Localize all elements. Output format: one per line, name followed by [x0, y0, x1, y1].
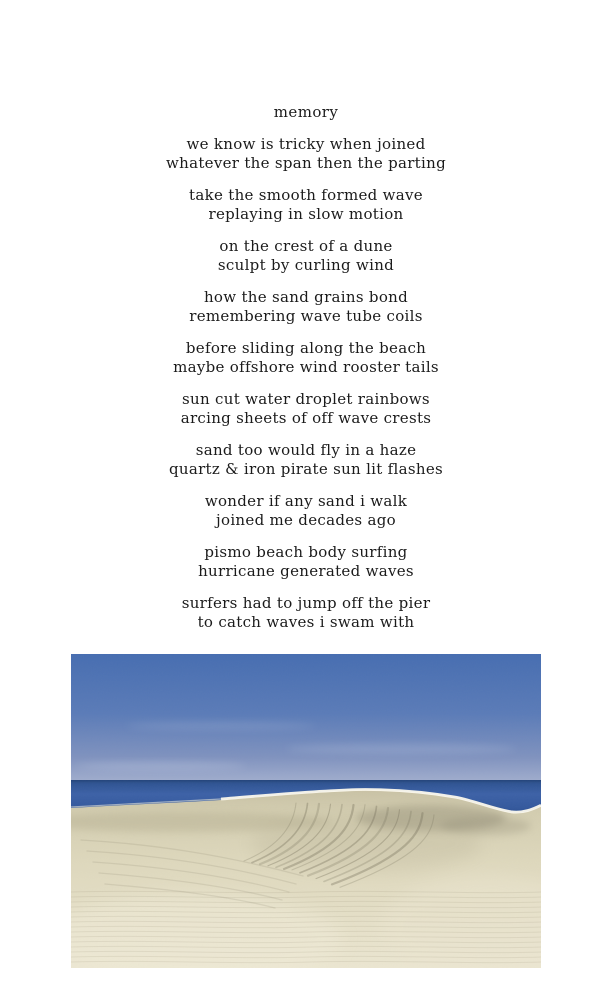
- poem: [0, 103, 612, 632]
- poem-line: sand too would fly in a haze: [195, 441, 417, 459]
- poem-line: we know is tricky when joined: [186, 135, 426, 153]
- poem-line: whatever the span then the parting: [166, 154, 446, 172]
- poem-line: on the crest of a dune: [219, 237, 393, 255]
- poem-line: pismo beach body surfing: [204, 543, 408, 561]
- poem-line: quartz & iron pirate sun lit flashes: [168, 460, 443, 478]
- poem-line: to catch waves i swam with: [197, 613, 415, 631]
- dune-photo: [71, 654, 541, 968]
- poem-line: surfers had to jump off the pier: [181, 594, 431, 612]
- poem-line: joined me decades ago: [216, 511, 396, 529]
- poem-line: replaying in slow motion: [208, 205, 404, 223]
- poem-title: memory: [273, 103, 339, 121]
- stanza: [0, 186, 612, 224]
- stanza: [0, 492, 612, 530]
- stanza: [0, 543, 612, 581]
- poem-line: sun cut water droplet rainbows: [182, 390, 430, 408]
- poem-line: remembering wave tube coils: [189, 307, 423, 325]
- poem-line: before sliding along the beach: [185, 339, 427, 357]
- stanza: [0, 135, 612, 173]
- stanza: [0, 594, 612, 632]
- stanza: [0, 441, 612, 479]
- poem-line: maybe offshore wind rooster tails: [173, 358, 439, 376]
- stanza: [0, 288, 612, 326]
- stanza: [0, 390, 612, 428]
- stanza: [0, 237, 612, 275]
- stanza: [0, 339, 612, 377]
- dune-photo-svg: [71, 654, 541, 968]
- poem-line: sculpt by curling wind: [217, 256, 395, 274]
- poem-line: how the sand grains bond: [203, 288, 409, 306]
- poem-line: take the smooth formed wave: [189, 186, 423, 204]
- poem-line: hurricane generated waves: [198, 562, 414, 580]
- poem-line: arcing sheets of off wave crests: [180, 409, 432, 427]
- film-grain: [71, 654, 541, 968]
- poem-line: wonder if any sand i walk: [204, 492, 408, 510]
